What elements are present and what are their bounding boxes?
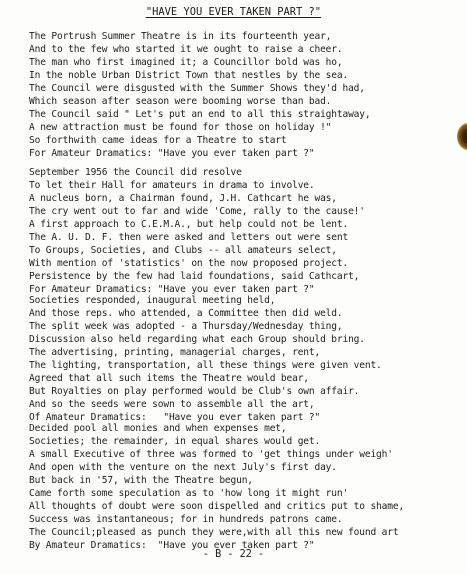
poem-line: And open with the venture on the next July's first day. (29, 461, 337, 473)
poem-line: To Groups, Societies, and Clubs -- all amateurs select, (29, 244, 337, 256)
poem-line: And those reps. who attended, a Committee then did weld. (29, 307, 343, 319)
poem-line: The Council said " Let's put an end to all this straightaway, (29, 108, 371, 120)
poem-title-text: "HAVE YOU EVER TAKEN PART ?" (145, 6, 322, 18)
poem-line: The Portrush Summer Theatre is in its fourteenth year, (29, 31, 332, 42)
stanza-2 (29, 167, 365, 297)
poem-line: The lighting, transportation, all these things were given vent. (29, 359, 382, 371)
poem-line: The Council;pleased as punch they were,with all this new found art (29, 526, 399, 538)
poem-line: Agreed that all such items the Theatre would bear, (29, 372, 309, 384)
poem-line: So forthwith came ideas for a Theatre to start (29, 134, 287, 146)
poem-line: Of Amateur Dramatics: "Have you ever taken part ?" (29, 411, 321, 423)
poem-line: Which season after season were booming worse than bad. (29, 95, 332, 107)
poem-line: September 1956 the Council did resolve (29, 167, 242, 178)
page-number: - B - 22 - (202, 549, 265, 560)
poem-line: Decided pool all monies and when expenses met, (29, 423, 287, 434)
poem-line: And to the few who started it we ought to raise a cheer. (29, 43, 343, 55)
stanza-3 (29, 295, 382, 425)
poem-line: Societies responded, inaugural meeting held, (29, 295, 276, 306)
poem-line: For Amateur Dramatics: "Have you ever taken part ?" (29, 147, 315, 159)
poem-line: All thoughts of doubt were soon dispelled and critics put to shame, (29, 500, 405, 512)
poem-line: The Council were disgusted with the Summer Shows they'd had, (29, 82, 365, 94)
poem-line: But back in '57, with the Theatre begun, (29, 474, 253, 486)
poem-line: With mention of 'statistics' on the now proposed project. (29, 257, 349, 269)
poem-title (0, 6, 467, 19)
stanza-1 (29, 31, 370, 161)
poem-line: The cry went out to far and wide 'Come, rally to the cause!' (29, 205, 365, 217)
poem-line: A nucleus born, a Chairman found, J.H. Cathcart he was, (29, 192, 337, 204)
punch-hole-mark (457, 123, 467, 150)
poem-line: By Amateur Dramatics: "Have you ever taken part ?" (29, 539, 315, 551)
poem-line: The A. U. D. F. then were asked and letters out were sent (29, 231, 349, 243)
poem-line: In the noble Urban District Town that nestles by the sea. (29, 69, 349, 81)
poem-line: The advertising, printing, managerial charges, rent, (29, 346, 321, 358)
poem-line: A new attraction must be found for those on holiday !" (29, 121, 332, 133)
poem-line: A first approach to C.E.M.A., but help could not be lent. (29, 218, 349, 230)
poem-line: And so the seeds were sown to assemble all the art, (29, 398, 315, 410)
poem-line: Came forth some speculation as to 'how long it might run' (29, 487, 349, 499)
poem-line: But Royalties on play performed would be Club's own affair. (29, 385, 360, 397)
poem-line: Persistence by the few had laid foundations, said Cathcart, (29, 270, 360, 282)
stanza-4 (29, 423, 404, 553)
poem-line: To let their Hall for amateurs in drama to involve. (29, 179, 315, 191)
poem-line: For Amateur Dramatics: "Have you ever taken part ?" (29, 283, 315, 295)
poem-line: Discussion also held regarding what each Group should bring. (29, 333, 365, 345)
poem-line: A small Executive of three was formed to 'get things under weigh' (29, 448, 393, 460)
poem-line: Societies; the remainder, in equal shares would get. (29, 435, 321, 447)
poem-line: The split week was adopted - a Thursday/Wednesday thing, (29, 320, 343, 332)
poem-line: Success was instantaneous; for in hundreds patrons came. (29, 513, 343, 525)
poem-line: The man who first imagined it; a Councillor bold was ho, (29, 56, 343, 68)
